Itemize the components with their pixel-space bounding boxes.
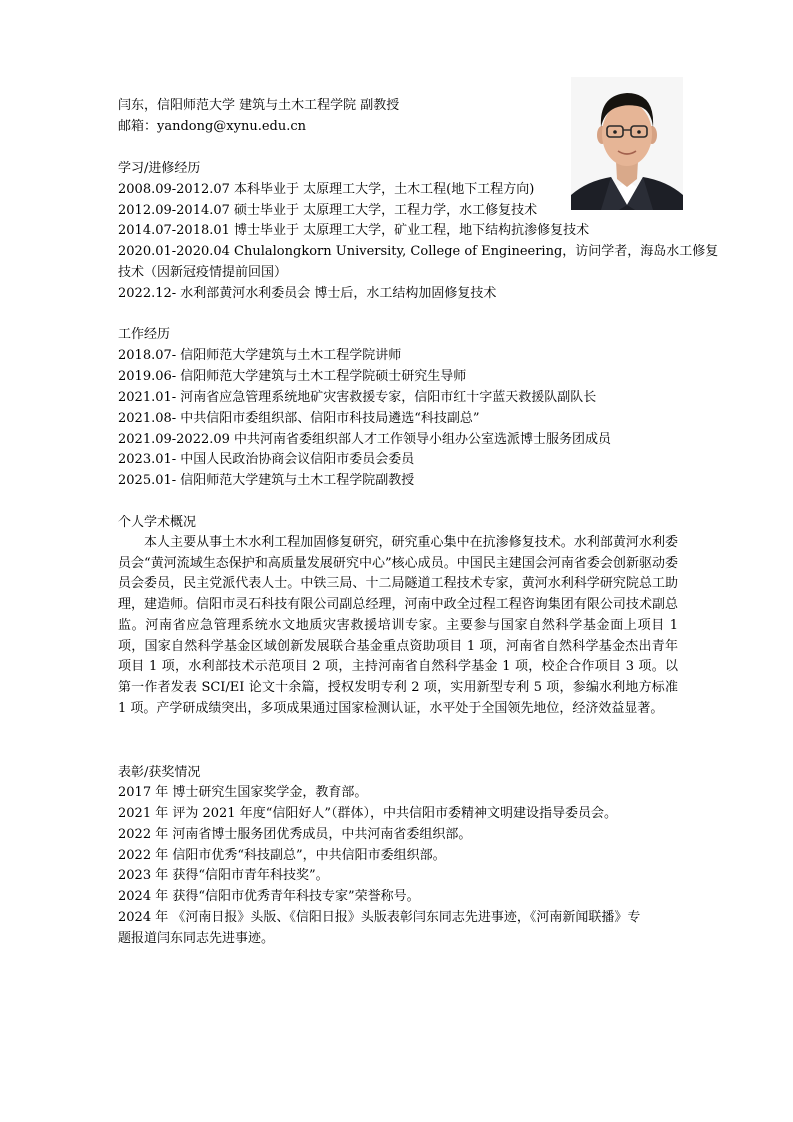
profile-photo [571, 77, 683, 210]
name-title-line: 闫东，信阳师范大学 建筑与土木工程学院 副教授 [118, 98, 400, 113]
award-item: 2022 年 信阳市优秀“科技副总”，中共信阳市委组织部。 [118, 848, 446, 863]
work-item: 2018.07- 信阳师范大学建筑与土木工程学院讲师 [118, 348, 402, 363]
award-item: 2021 年 评为 2021 年度“信阳好人”（群体），中共信阳市委精神文明建设指导委员会。 [118, 806, 617, 821]
work-item: 2025.01- 信阳师范大学建筑与土木工程学院副教授 [118, 473, 415, 488]
education-item: 2012.09-2014.07 硕士毕业于 太原理工大学，工程力学，水工修复技术 [118, 203, 538, 218]
award-item: 2024 年 获得“信阳市优秀青年科技专家”荣誉称号。 [118, 889, 420, 904]
portrait-image [571, 77, 683, 210]
work-item: 2019.06- 信阳师范大学建筑与土木工程学院硕士研究生导师 [118, 369, 467, 384]
education-heading: 学习/进修经历 [118, 161, 201, 176]
work-item: 2023.01- 中国人民政治协商会议信阳市委员会委员 [118, 452, 415, 467]
academic-paragraph: 本人主要从事土木水利工程加固修复研究，研究重心集中在抗渗修复技术。水利部黄河水利委员会“黄河流域生态保护和高质量发展研究中心”核心成员。中国民主建国会河南省委会创新驱动委员会委员，民主党派代表人士。中铁三局、十二局隧道工程技术专家，黄河水利科学研究院总工助理，建造师。信阳市灵石科技有限公司副总经理，河南中政全过程工程咨询集团有限公司技术副总监。河南省应急管理系统水文地质灾害救援培训专家。主要参与国家自然科学基金面上项目 1 项，国家自然科学基金区域创新发展联合基金重点资助项目 1 项，河南省自然科学基金杰出青年项目 1 项，水利部技术示范项目 2 项，主持河南省自然科学基金 1 项，校企合作项目 3 项。以第一作者发表 SCI/EI 论文十余篇，授权发明专利 2 项，实用新型专利 5 项，参编水利地方标准 1 项。产学研成绩突出，多项成果通过国家检测认证，水平处于全国领先地位，经济效益显著。 [118, 535, 678, 716]
work-item: 2021.09-2022.09 中共河南省委组织部人才工作领导小组办公室选派博士服务团成员 [118, 432, 612, 447]
academic-heading: 个人学术概况 [118, 515, 197, 530]
work-heading: 工作经历 [118, 327, 171, 342]
award-item: 2022 年 河南省博士服务团优秀成员，中共河南省委组织部。 [118, 827, 472, 842]
award-item-continued: 题报道闫东同志先进事迹。 [118, 931, 275, 946]
award-item: 2017 年 博士研究生国家奖学金，教育部。 [118, 785, 368, 800]
email-line: 邮箱：yandong@xynu.edu.cn [118, 119, 307, 134]
education-item: 2020.01-2020.04 Chulalongkorn University, College of Engineering，访问学者，海岛水工修复 [118, 244, 719, 259]
award-item: 2023 年 获得“信阳市青年科技奖”。 [118, 868, 329, 883]
award-item: 2024 年 《河南日报》头版、《信阳日报》头版表彰闫东同志先进事迹，《河南新闻联播》专 [118, 910, 641, 925]
awards-heading: 表彰/获奖情况 [118, 765, 201, 780]
work-item: 2021.08- 中共信阳市委组织部、信阳市科技局遴选“科技副总” [118, 411, 480, 426]
education-item-continued: 技术（因新冠疫情提前回国） [118, 265, 288, 280]
education-item: 2014.07-2018.01 博士毕业于 太原理工大学，矿业工程，地下结构抗渗修复技术 [118, 223, 590, 238]
education-item: 2022.12- 水利部黄河水利委员会 博士后，水工结构加固修复技术 [118, 286, 497, 301]
work-item: 2021.01- 河南省应急管理系统地矿灾害救援专家，信阳市红十字蓝天救援队副队长 [118, 390, 597, 405]
education-item: 2008.09-2012.07 本科毕业于 太原理工大学，土木工程(地下工程方向) [118, 182, 535, 197]
